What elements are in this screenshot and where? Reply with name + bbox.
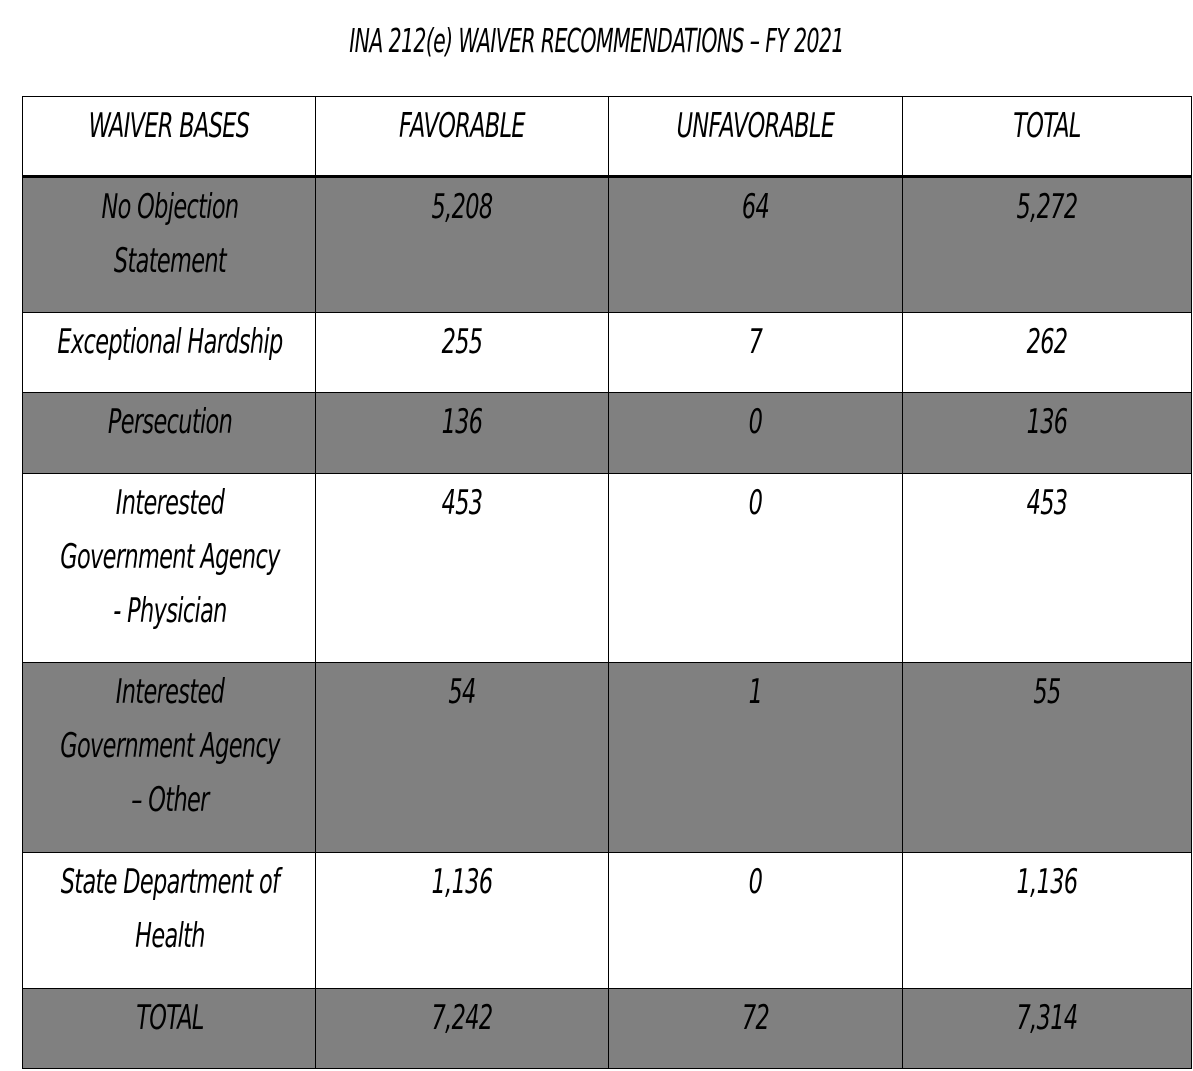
row-favorable: 453	[316, 474, 609, 663]
row-unfavorable: 7	[609, 313, 903, 393]
row-total: 453	[903, 474, 1192, 663]
header-favorable: FAVORABLE	[316, 97, 609, 177]
table-total-row	[23, 989, 1192, 1069]
row-basis: Exceptional Hardship	[23, 313, 316, 393]
row-unfavorable: 0	[609, 393, 903, 474]
row-basis: Persecution	[23, 393, 316, 474]
waiver-recommendations-table	[22, 96, 1192, 1069]
row-basis: No Objection Statement	[23, 177, 316, 313]
header-waiver-bases: WAIVER BASES	[23, 97, 316, 177]
row-total: 7,314	[903, 989, 1192, 1069]
row-basis: TOTAL	[23, 989, 316, 1069]
table-row	[23, 393, 1192, 474]
row-total: 5,272	[903, 177, 1192, 313]
header-total: TOTAL	[903, 97, 1192, 177]
row-total: 55	[903, 663, 1192, 853]
table-row	[23, 474, 1192, 663]
row-unfavorable: 0	[609, 474, 903, 663]
row-favorable: 54	[316, 663, 609, 853]
header-unfavorable: UNFAVORABLE	[609, 97, 903, 177]
table-header-row	[23, 97, 1192, 177]
table-row	[23, 663, 1192, 853]
row-total: 262	[903, 313, 1192, 393]
row-unfavorable: 0	[609, 853, 903, 989]
table-row	[23, 853, 1192, 989]
table-title: INA 212(e) WAIVER RECOMMENDATIONS – FY 2021	[349, 21, 844, 60]
row-basis: State Department of Health	[23, 853, 316, 989]
row-unfavorable: 72	[609, 989, 903, 1069]
row-favorable: 255	[316, 313, 609, 393]
row-favorable: 136	[316, 393, 609, 474]
table-row	[23, 313, 1192, 393]
row-total: 136	[903, 393, 1192, 474]
row-unfavorable: 64	[609, 177, 903, 313]
row-favorable: 1,136	[316, 853, 609, 989]
table-row	[23, 177, 1192, 313]
row-basis: Interested Government Agency - Physician	[23, 474, 316, 663]
row-favorable: 5,208	[316, 177, 609, 313]
row-unfavorable: 1	[609, 663, 903, 853]
row-basis: Interested Government Agency – Other	[23, 663, 316, 853]
row-favorable: 7,242	[316, 989, 609, 1069]
row-total: 1,136	[903, 853, 1192, 989]
